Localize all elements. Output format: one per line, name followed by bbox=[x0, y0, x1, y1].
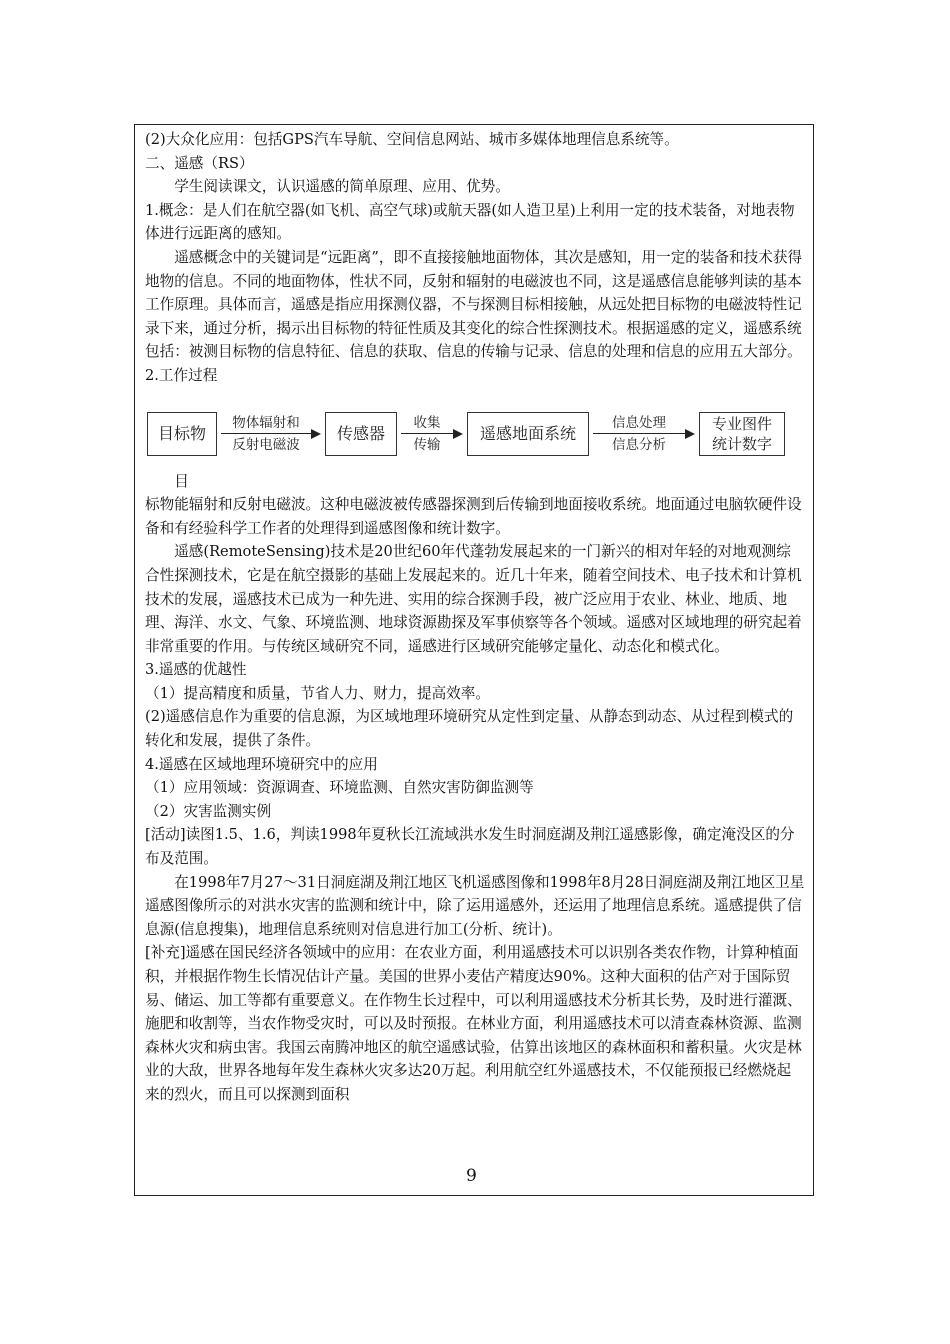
heading-advantages: 3.遥感的优越性 bbox=[145, 661, 247, 679]
flow-box-output-line1: 专业图件 bbox=[711, 414, 772, 433]
document-body bbox=[145, 128, 805, 1107]
flow-arrow-1-bottom-label: 反射电磁波 bbox=[232, 436, 300, 453]
flow-box-sensor: 传感器 bbox=[325, 412, 397, 456]
flow-box-output bbox=[699, 412, 785, 456]
paragraph-gps-applications: (2)大众化应用：包括GPS汽车导航、空间信息网站、城市多媒体地理信息系统等。 bbox=[145, 131, 679, 148]
paragraph-concept: 1.概念：是人们在航空器(如飞机、高空气球)或航天器(如人造卫星)上利用一定的技术装备，对地表物体进行远距离的感知。 bbox=[145, 201, 795, 243]
arrowhead-icon bbox=[453, 429, 463, 439]
page-number: 9 bbox=[466, 1166, 477, 1186]
flow-arrow-3-bottom-label: 信息分析 bbox=[612, 436, 666, 453]
flow-arrow-2 bbox=[401, 412, 463, 456]
flow-arrow-1 bbox=[221, 412, 321, 456]
paragraph-reading-task: 学生阅读课文，认识遥感的简单原理、应用、优势。 bbox=[174, 178, 510, 196]
process-flow-diagram bbox=[145, 388, 805, 470]
paragraph-application-fields: （1）应用领域：资源调查、环境监测、自然灾害防御监测等 bbox=[145, 779, 534, 797]
paragraph-disaster-example: （2）灾害监测实例 bbox=[145, 802, 272, 820]
flow-box-target: 目标物 bbox=[147, 412, 217, 456]
arrowhead-icon bbox=[311, 429, 321, 439]
paragraph-rs-history: 遥感(RemoteSensing)技术是20世纪60年代蓬勃发展起来的一门新兴的相对年轻的对地观测综合性探测技术，它是在航空摄影的基础上发展起来的。近几十年来，随着空间技术、电子技术和计算机技术的发展，遥感技术已成为一种先进、实用的综合探测手段，被广泛应用于农业、林业、地质、地理、海洋、水文、气象、环境监测、地球资源勘探及军事侦察等各个领域。遥感对区域地理的研究起着非常重要的作用。与传统区域研究不同，遥感进行区域研究能够定量化、动态化和模式化。 bbox=[145, 543, 802, 655]
flow-arrow-2-shaft bbox=[401, 433, 455, 434]
flow-arrow-1-shaft bbox=[221, 433, 313, 434]
paragraph-process-explanation: 标物能辐射和反射电磁波。这种电磁波被传感器探测到后传输到地面接收系统。地面通过电脑软硬件设备和有经验科学工作者的处理得到遥感图像和统计数字。 bbox=[145, 496, 802, 537]
heading-applications: 4.遥感在区域地理环境研究中的应用 bbox=[145, 755, 378, 773]
flow-arrow-3-shaft bbox=[593, 433, 687, 434]
flow-arrow-2-top-label: 收集 bbox=[413, 414, 441, 431]
flow-box-ground-system: 遥感地面系统 bbox=[467, 412, 589, 456]
paragraph-fragment: 目 bbox=[174, 472, 189, 490]
paragraph-concept-detail: 遥感概念中的关键词是“远距离”，即不直接接触地面物体，其次是感知，用一定的装备和技术获得地物的信息。不同的地面物体，性状不同，反射和辐射的电磁波也不同，这是遥感信息能够判读的基本工作原理。具体而言，遥感是指应用探测仪器，不与探测目标相接触，从远处把目标物的电磁波特性记录下来，通过分析，揭示出目标物的特征性质及其变化的综合性探测技术。根据遥感的定义，遥感系统包括：被测目标物的信息特征、信息的获取、信息的传输与记录、信息的处理和信息的应用五大部分。 bbox=[145, 248, 803, 361]
paragraph-supplement: [补充]遥感在国民经济各领域中的应用：在农业方面，利用遥感技术可以识别各类农作物，计算种植面积，并根据作物生长情况估计产量。美国的世界小麦估产精度达90%。这种大面积的估产对于国际贸易、储运、加工等都有重要意义。在作物生长过程中，可以利用遥感技术分析其长势，及时进行灌溉、施肥和收割等，当农作物受灾时，可以及时预报。在林业方面，利用遥感技术可以清查森林资源、监测森林火灾和病虫害。我国云南腾冲地区的航空遥感试验，估算出该地区的森林面积和蓄积量。火灾是林业的大敌，世界各地每年发生森林火灾多达20万起。利用航空红外遥感技术，不仅能预报已经燃烧起来的烈火，而且可以探测到面积 bbox=[145, 944, 802, 1103]
paragraph-advantage-1: （1）提高精度和质量，节省人力、财力，提高效率。 bbox=[145, 684, 490, 702]
flow-arrow-1-top-label: 物体辐射和 bbox=[232, 414, 300, 431]
arrowhead-icon bbox=[685, 429, 695, 439]
section-heading-remote-sensing: 二、遥感（RS） bbox=[145, 154, 254, 172]
flow-arrow-3 bbox=[593, 412, 695, 456]
flow-arrow-3-top-label: 信息处理 bbox=[612, 414, 666, 431]
paragraph-activity: [活动]读图1.5、1.6，判读1998年夏秋长江流域洪水发生时洞庭湖及荆江遥感影像，确定淹没区的分布及范围。 bbox=[145, 826, 795, 868]
flow-box-output-line2: 统计数字 bbox=[711, 434, 772, 453]
heading-work-process: 2.工作过程 bbox=[145, 366, 218, 384]
content-frame bbox=[134, 124, 814, 1196]
paragraph-advantage-2: (2)遥感信息作为重要的信息源，为区域地理环境研究从定性到定量、从静态到动态、从过程到模式的转化和发展，提供了条件。 bbox=[145, 708, 794, 750]
flow-arrow-2-bottom-label: 传输 bbox=[413, 436, 441, 453]
paragraph-flood-monitoring: 在1998年7月27～31日洞庭湖及荆江地区飞机遥感图像和1998年8月28日洞庭湖及荆江地区卫星遥感图像所示的对洪水灾害的监测和统计中，除了运用遥感外，还运用了地理信息系统。遥感提供了信息源(信息搜集)，地理信息系统则对信息进行加工(分析、统计)。 bbox=[145, 873, 805, 938]
